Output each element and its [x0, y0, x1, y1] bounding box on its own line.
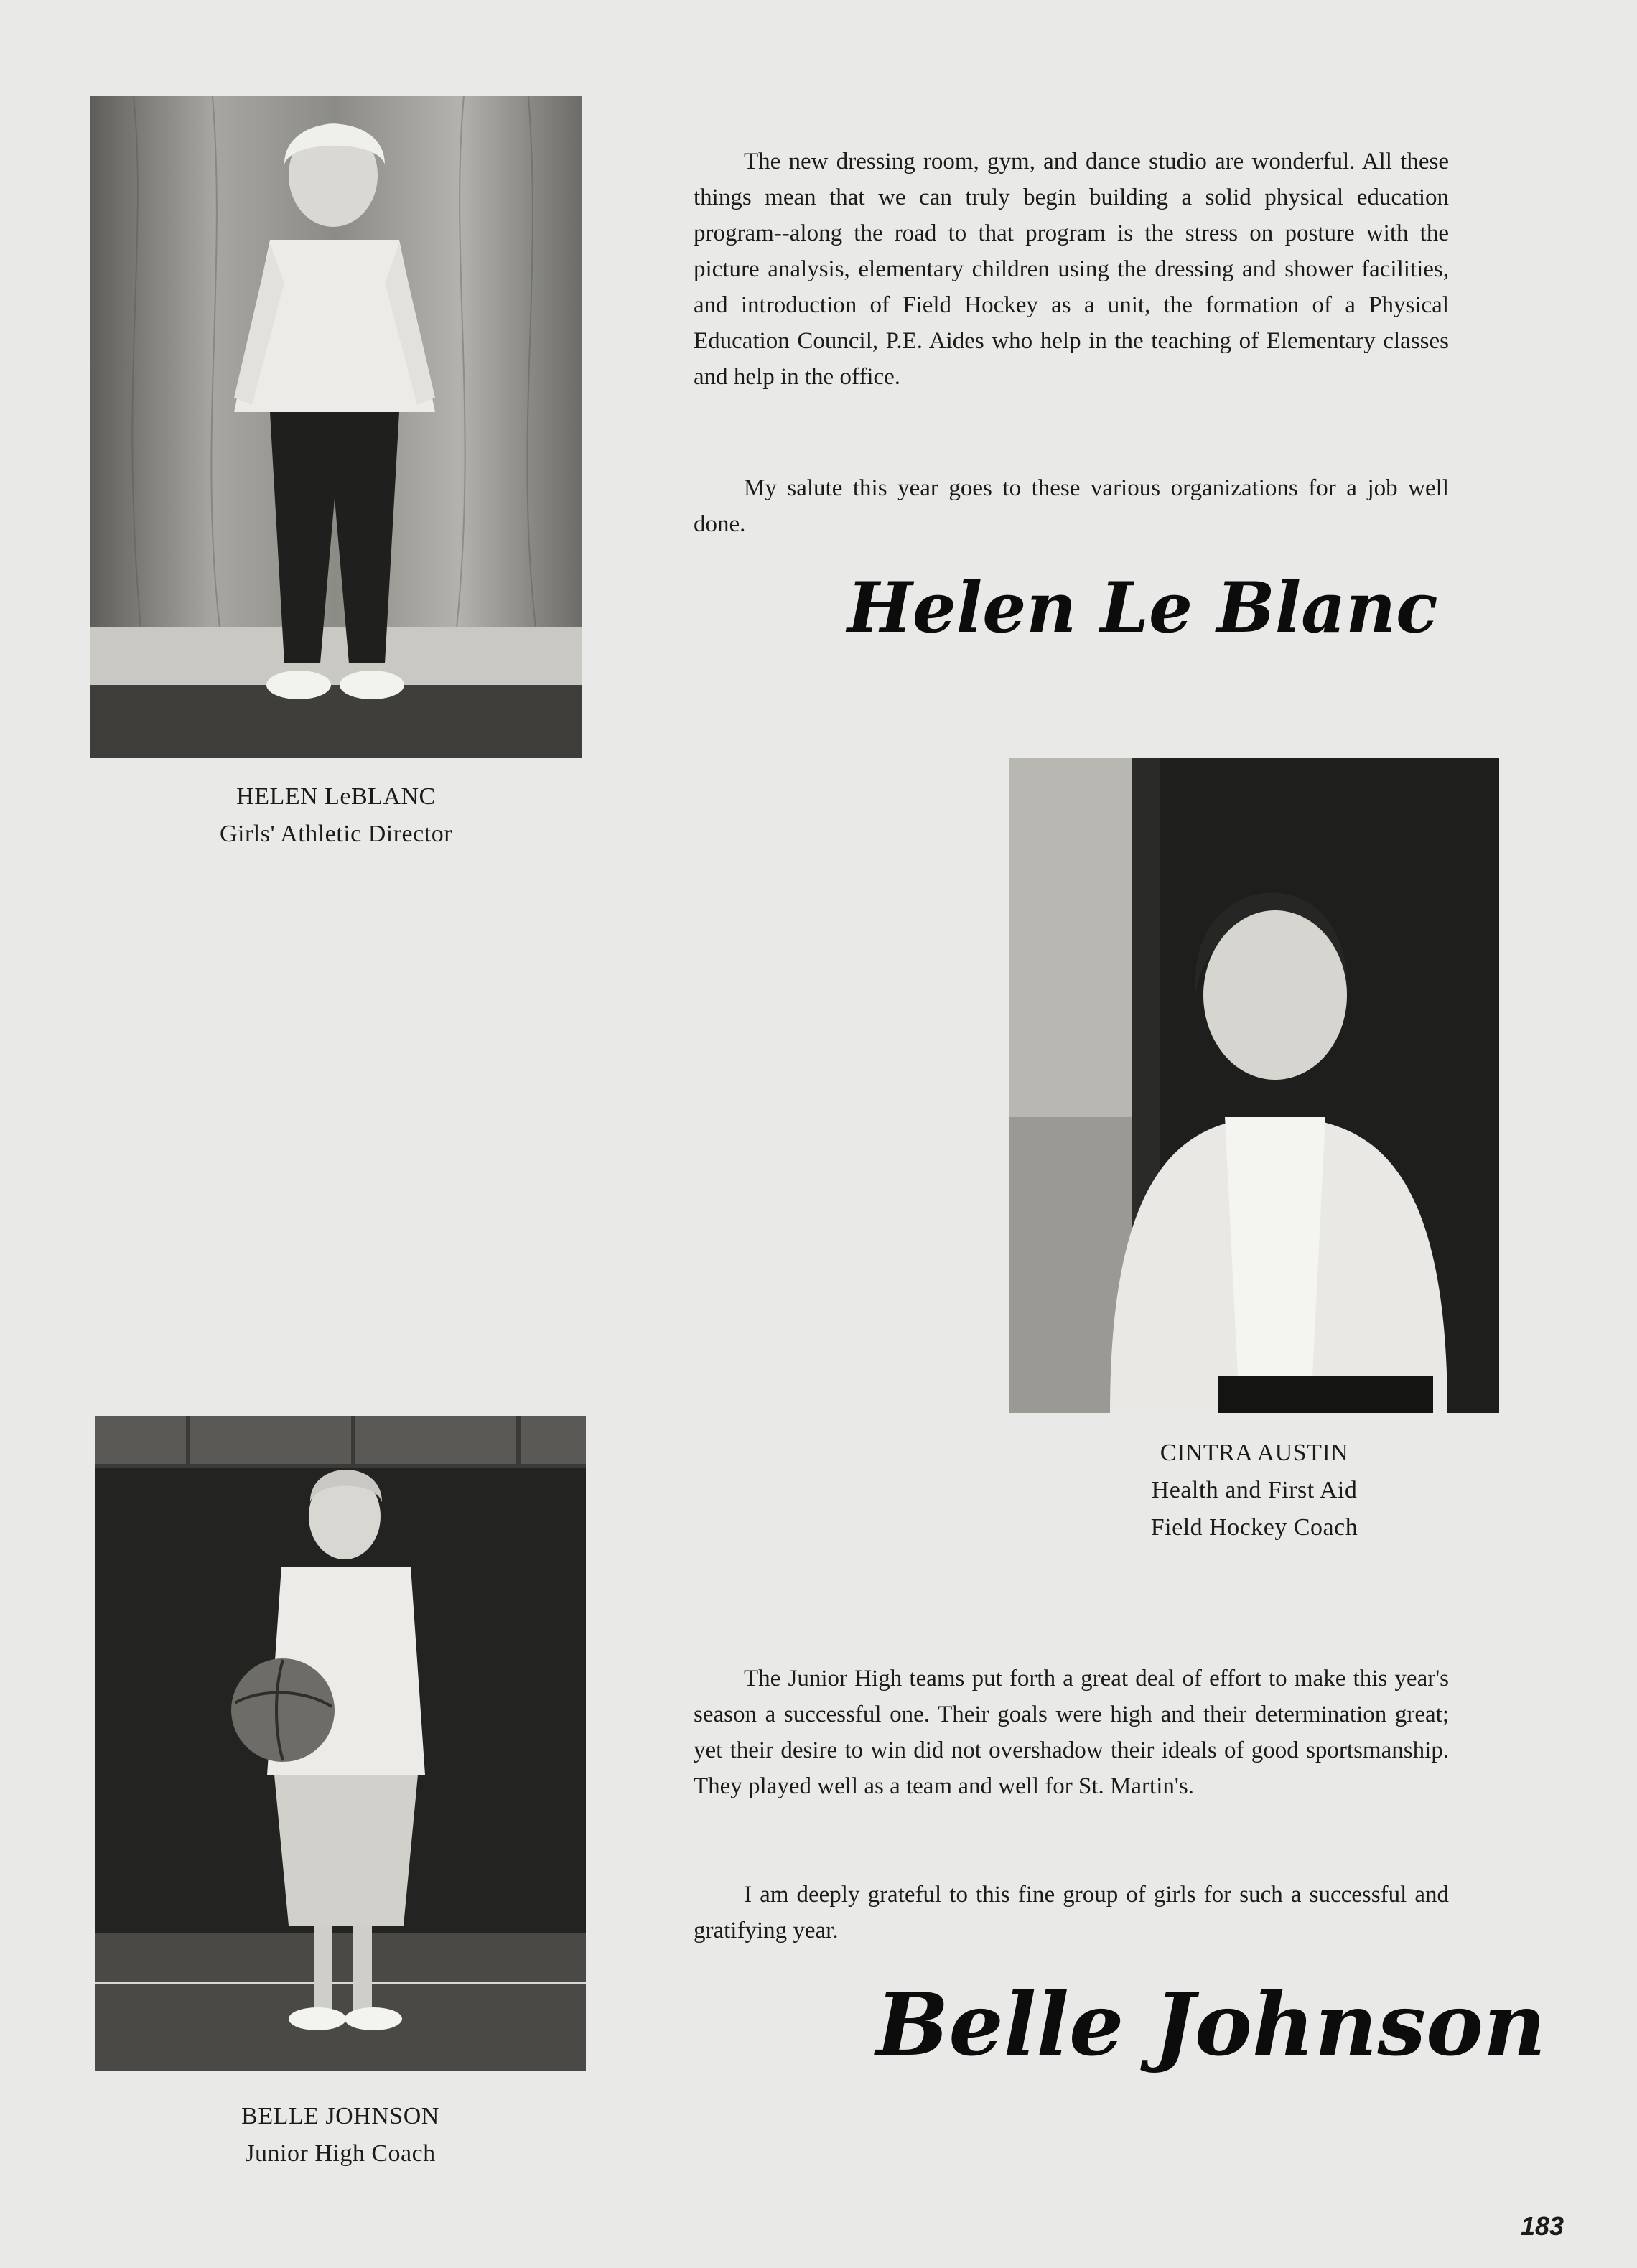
caption-helen-leblanc	[90, 778, 582, 853]
portrait-photo-icon	[90, 96, 582, 758]
portrait-photo-icon	[95, 1416, 586, 2071]
signature-belle-johnson: Belle Johnson	[876, 1974, 1547, 2076]
caption-role: Girls' Athletic Director	[219, 821, 453, 847]
johnson-paragraph-2: I am deeply grateful to this fine group of girls for such a successful and gratifying year.	[694, 1882, 1449, 1943]
caption-role-2: Field Hockey Coach	[1150, 1514, 1358, 1541]
portrait-photo-icon	[1009, 758, 1499, 1413]
photo-helen-leblanc	[90, 96, 582, 758]
caption-name: HELEN LeBLANC	[236, 783, 436, 810]
caption-role: Junior High Coach	[245, 2140, 436, 2167]
caption-name: CINTRA AUSTIN	[1160, 1439, 1349, 1466]
leblanc-paragraph-2: My salute this year goes to these various organizations for a job well done.	[694, 475, 1449, 537]
caption-belle-johnson	[95, 2098, 586, 2173]
johnson-paragraph-1: The Junior High teams put forth a great deal of effort to make this year's season a successful one. Their goals were high and their determination great; yet their desire to win did not overshadow their ideals of good sportsmanship. They played well as a team and well for St. Martin's.	[694, 1666, 1449, 1799]
photo-cintra-austin	[1009, 758, 1499, 1413]
caption-name: BELLE JOHNSON	[241, 2103, 439, 2129]
photo-belle-johnson	[95, 1416, 586, 2071]
caption-role-1: Health and First Aid	[1151, 1477, 1358, 1503]
page-number: 183	[1521, 2211, 1564, 2241]
signature-helen-leblanc: Helen Le Blanc	[847, 567, 1438, 648]
leblanc-paragraph-1: The new dressing room, gym, and dance studio are wonderful. All these things mean that we can truly begin building a solid physical education program--along the road to that program is the stress on posture with the picture analysis, elementary children using the dressing and shower facilities, and introduction of Field Hockey as a unit, the formation of a Physical Education Council, P.E. Aides who help in the teaching of Elementary classes and help in the office.	[694, 149, 1449, 390]
caption-cintra-austin	[1009, 1434, 1499, 1546]
